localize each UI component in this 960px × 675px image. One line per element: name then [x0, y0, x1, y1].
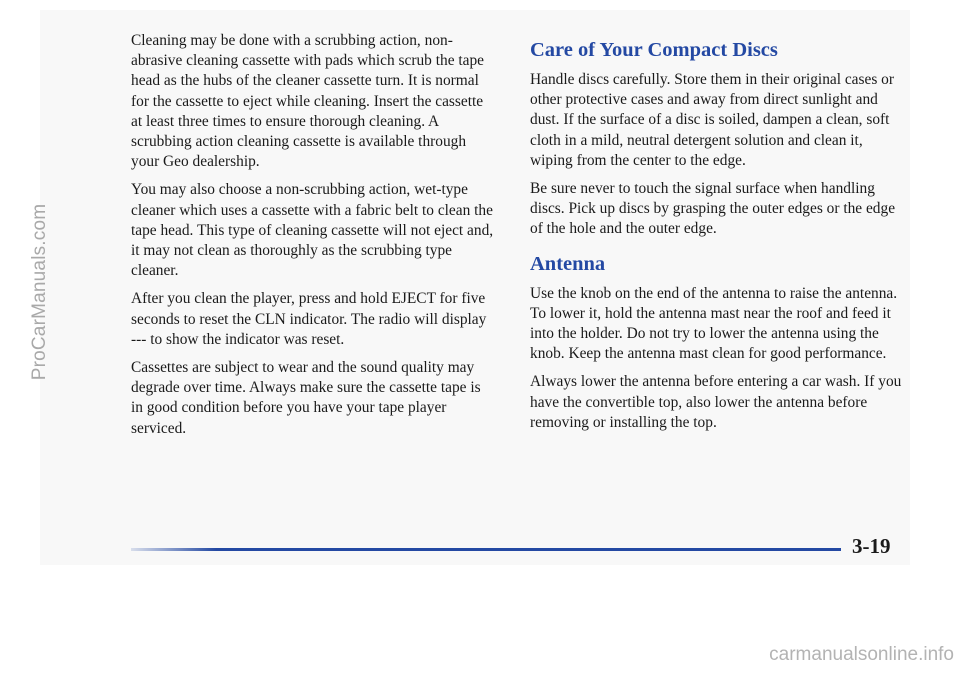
footer-watermark: carmanualsonline.info: [769, 644, 954, 665]
paragraph-signal-surface: Be sure never to touch the signal surface when handling discs. Pick up discs by grasping the outer edges or the edge of the hole and the outer edge.: [530, 180, 896, 238]
paragraph-handle-discs: Handle discs carefully. Store them in their original cases or other protective cases and away from direct sunlight and dust. If the surface of a disc is soiled, dampen a clean, soft cloth in a mild, neutral detergent solution and clean it, wiping from the center to the edge.: [530, 71, 894, 169]
paragraph-reset-cln-indicator: After you clean the player, press and hold EJECT for five seconds to reset the CLN indicator. The radio will display --- to show the indicator was reset.: [131, 290, 487, 348]
heading-care-of-compact-discs: Care of Your Compact Discs: [530, 39, 778, 61]
paragraph-antenna-knob: Use the knob on the end of the antenna to raise the antenna. To lower it, hold the antenna mast near the roof and feed it into the holder. Do not try to lower the antenna using the knob. Keep the antenna mast clean for good performance.: [530, 284, 898, 363]
heading-antenna: Antenna: [530, 252, 606, 275]
paragraph-scrubbing-cleaning: Cleaning may be done with a scrubbing action, non-abrasive cleaning cassette with pads which scrub the tape head as the hubs of the cleaner cassette turn. It is normal for the cassette to eject while cleaning. Insert the cassette at least three times to ensure thorough cleaning. A scrubbing action cleaning cassette is available through your Geo dealership.: [131, 32, 485, 171]
right-column: [530, 38, 902, 441]
paragraph-car-wash: Always lower the antenna before entering a car wash. If you have the convertible top, also lower the antenna before removing or installing the top.: [530, 373, 902, 431]
page-number: 3-19: [852, 534, 891, 558]
side-watermark: ProCarManuals.com: [29, 203, 50, 381]
paragraph-wet-type-cleaner: You may also choose a non-scrubbing action, wet-type cleaner which uses a cassette with a fabric belt to clean the tape head. This type of cleaning cassette will not eject and, it may not clean as thoroughly as the scrubbing type cleaner.: [131, 181, 494, 280]
left-column: [131, 31, 494, 447]
footer-rule: [131, 548, 841, 551]
paragraph-cassette-wear: Cassettes are subject to wear and the sound quality may degrade over time. Always make sure the cassette tape is in good condition before you have your tape player serviced.: [131, 359, 481, 437]
